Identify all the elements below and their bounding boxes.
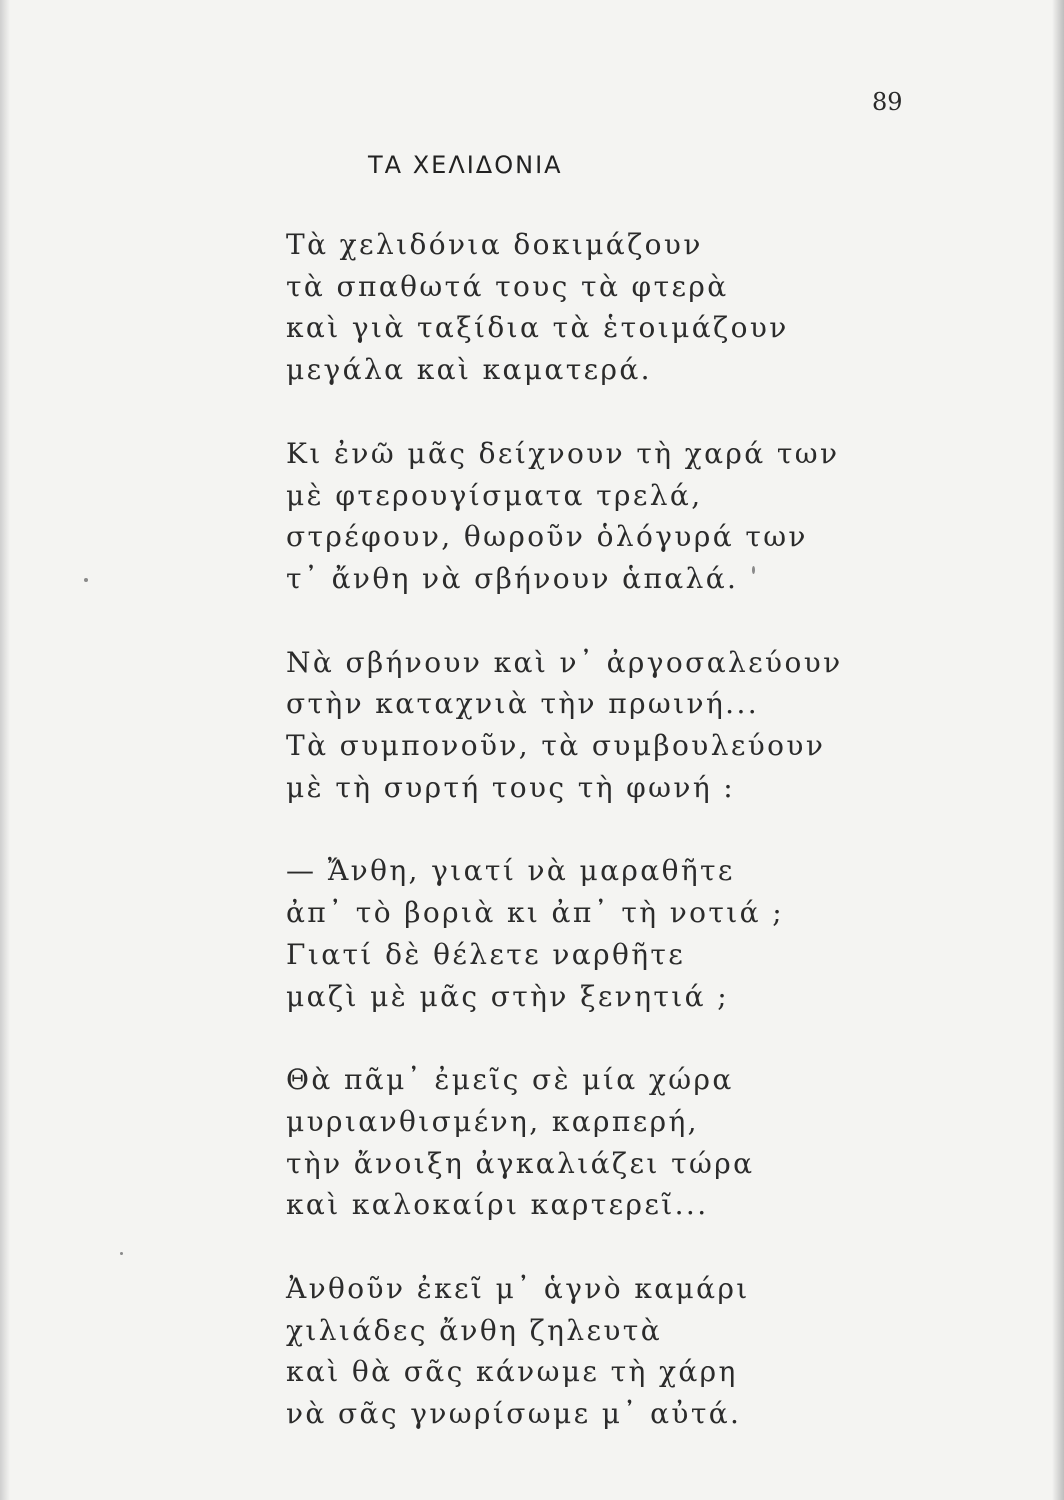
verse-line: Τὰ συμπονοῦν, τὰ συμβουλεύουν: [286, 729, 826, 763]
poem-body: [286, 224, 843, 1477]
verse-line: νὰ σᾶς γνωρίσωμε μ᾽ αὐτά.: [286, 1397, 742, 1431]
verse-line: μεγάλα καὶ καματερά.: [286, 353, 652, 387]
paper-speck: [120, 1252, 123, 1255]
verse-line: καὶ γιὰ ταξίδια τὰ ἑτοιμάζουν: [286, 311, 789, 345]
verse-line: καὶ θὰ σᾶς κάνωμε τὴ χάρη: [286, 1355, 738, 1389]
stanza: [286, 642, 843, 809]
verse-line: ἀπ᾽ τὸ βοριὰ κι ἀπ᾽ τὴ νοτιά ;: [286, 896, 785, 930]
poem-title: ΤΑ ΧΕΛΙΔΟΝΙΑ: [368, 151, 563, 179]
verse-line: καὶ καλοκαίρι καρτερεῖ...: [286, 1188, 709, 1222]
verse-line: Κι ἐνῶ μᾶς δείχνουν τὴ χαρά των: [286, 436, 840, 470]
verse-line: — Ἄνθη, γιατί νὰ μαραθῆτε: [286, 854, 735, 888]
verse-line: Νὰ σβήνουν καὶ ν᾽ ἀργοσαλεύουν: [286, 645, 843, 679]
stanza: [286, 850, 806, 1017]
verse-line: Θὰ πᾶμ᾽ ἐμεῖς σὲ μία χώρα: [286, 1063, 734, 1097]
verse-line: Ἀνθοῦν ἐκεῖ μ᾽ ἁγνὸ καμάρι: [286, 1272, 750, 1306]
page-right-edge: [1052, 0, 1064, 1500]
stanza: [286, 1268, 806, 1435]
verse-line: τὰ σπαθωτά τους τὰ φτερὰ: [286, 269, 729, 303]
stanza: [286, 224, 806, 391]
verse-line: Τὰ χελιδόνια δοκιμάζουν: [286, 228, 703, 261]
verse-line: χιλιάδες ἄνθη ζηλευτὰ: [286, 1313, 663, 1347]
verse-line: μὲ φτερουγίσματα τρελά,: [286, 478, 703, 512]
verse-line: τ᾽ ἄνθη νὰ σβήνουν ἁπαλά.: [286, 561, 739, 595]
stanza: [286, 1059, 806, 1226]
verse-line: μυριανθισμένη, καρπερή,: [286, 1104, 699, 1138]
verse-line: Γιατί δὲ θέλετε ναρθῆτε: [286, 937, 686, 971]
verse-line: τὴν ἄνοιξη ἀγκαλιάζει τώρα: [286, 1146, 755, 1180]
verse-line: στρέφουν, θωροῦν ὁλόγυρά των: [286, 520, 808, 554]
page-left-edge: [0, 0, 10, 1500]
verse-line: στὴν καταχνιὰ τὴν πρωινή...: [286, 687, 760, 721]
verse-line: μαζὶ μὲ μᾶς στὴν ξενητιά ;: [286, 979, 730, 1013]
stanza: [286, 433, 840, 600]
verse-line: μὲ τὴ συρτή τους τὴ φωνή :: [286, 770, 736, 804]
paper-speck: [84, 578, 88, 582]
page-number: 89: [872, 88, 903, 116]
